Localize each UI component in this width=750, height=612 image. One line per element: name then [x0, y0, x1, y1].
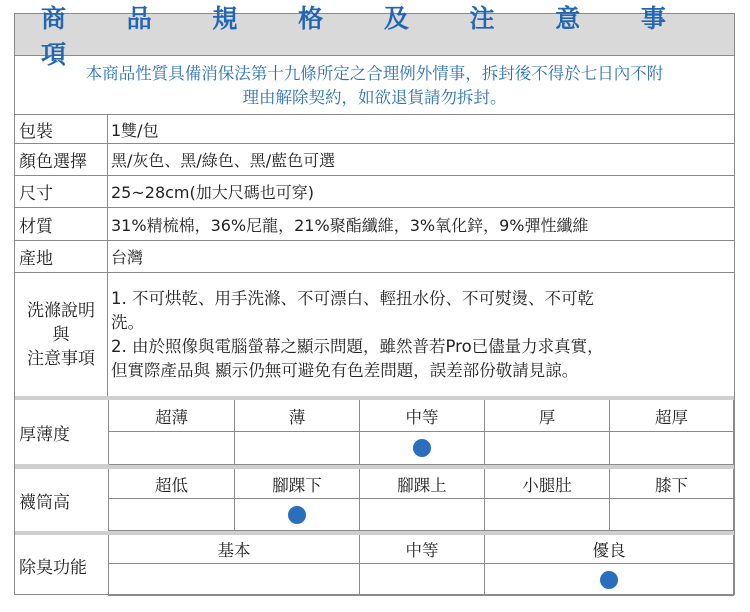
spec-row-origin: [15, 241, 734, 273]
deodor-option-2: 優良: [485, 535, 734, 564]
spec-label: 尺寸: [15, 176, 108, 207]
deodor-mark-cell-1: [360, 564, 485, 596]
thickness-grid: [15, 400, 734, 465]
height-selected-dot: [288, 506, 306, 524]
wash-label-line: 與: [52, 324, 70, 345]
height-option-1: 腳踝下: [235, 469, 360, 499]
spec-row-size: [15, 176, 734, 208]
spec-label: 材質: [15, 208, 108, 240]
height-option-0: 超低: [109, 469, 235, 499]
thickness-mark-cell-1: [235, 432, 360, 465]
thickness-mark-cell-0: [109, 432, 235, 465]
height-option-3: 小腿肚: [485, 469, 610, 499]
spec-label: 顏色選擇: [15, 144, 108, 175]
wash-line: 2. 由於照像與電腦螢幕之顯示問題，雖然普若Pro已儘量力求真實，: [111, 337, 604, 356]
wash-text: [111, 273, 730, 410]
thickness-option-2: 中等: [360, 400, 485, 432]
height-mark-cell-3: [485, 499, 610, 531]
thickness-mark-cell-2: [360, 432, 485, 465]
deodor-option-0: 基本: [109, 535, 360, 564]
spec-label: 產地: [15, 241, 108, 272]
deodor-label: 除臭功能: [15, 535, 109, 596]
spec-label: 包裝: [15, 115, 108, 143]
return-notice: [15, 57, 734, 115]
height-grid: [15, 469, 734, 531]
spec-value: 1雙/包: [111, 120, 159, 140]
height-mark-cell-2: [360, 499, 485, 531]
deodor-mark-cell-0: [109, 564, 360, 596]
thickness-option-0: 超薄: [109, 400, 235, 432]
deodor-option-1: 中等: [360, 535, 485, 564]
wash-line: 洗。: [111, 313, 144, 332]
spec-sheet: [14, 3, 735, 595]
height-mark-cell-4: [610, 499, 734, 531]
wash-label: [15, 273, 108, 396]
spec-value: 31%精梳棉，36%尼龍，21%聚酯纖維，3%氧化鋅，9%彈性纖維: [111, 215, 589, 235]
spec-value: 25~28cm(加大尺碼也可穿): [111, 183, 314, 202]
notice-line: 本商品性質具備消保法第十九條所定之合理例外情事，拆封後不得於七日內不附: [85, 64, 664, 83]
height-option-2: 腳踝上: [360, 469, 485, 499]
thickness-option-4: 超厚: [610, 400, 734, 432]
height-label: 襪筒高: [15, 469, 109, 531]
wash-label-line: 注意事項: [27, 348, 95, 369]
spec-row-material: [15, 208, 734, 241]
spec-value: 黑/灰色、黑/綠色、黑/藍色可選: [111, 151, 336, 170]
thickness-option-1: 薄: [235, 400, 360, 432]
spec-value: 台灣: [111, 248, 144, 267]
height-mark-cell-0: [109, 499, 235, 531]
height-mark-cell-1: [235, 499, 360, 531]
notice-line: 理由解除契約，如欲退貨請勿拆封。: [242, 88, 507, 107]
spec-row-wash: [15, 273, 734, 396]
thickness-label: 厚薄度: [15, 400, 109, 464]
thickness-selected-dot: [413, 439, 431, 457]
wash-line: 1. 不可烘乾、用手洗滌、不可漂白、輕扭水份、不可熨燙、不可乾: [111, 289, 594, 308]
page-title: 商 品 規 格 及 注 意 事 項: [15, 14, 734, 56]
thickness-mark-cell-4: [610, 432, 734, 465]
deodor-selected-dot: [600, 571, 618, 589]
wash-label-line: 洗滌說明: [27, 300, 95, 321]
deodor-grid: [15, 535, 734, 596]
spec-row-packaging: [15, 115, 734, 144]
deodor-mark-cell-2: [485, 564, 734, 596]
spec-row-color: [15, 144, 734, 176]
thickness-option-3: 厚: [485, 400, 610, 432]
thickness-mark-cell-3: [485, 432, 610, 465]
wash-line: 但實際產品與 顯示仍無可避免有色差問題，誤差部份敬請見諒。: [111, 361, 579, 380]
height-option-4: 膝下: [610, 469, 734, 499]
